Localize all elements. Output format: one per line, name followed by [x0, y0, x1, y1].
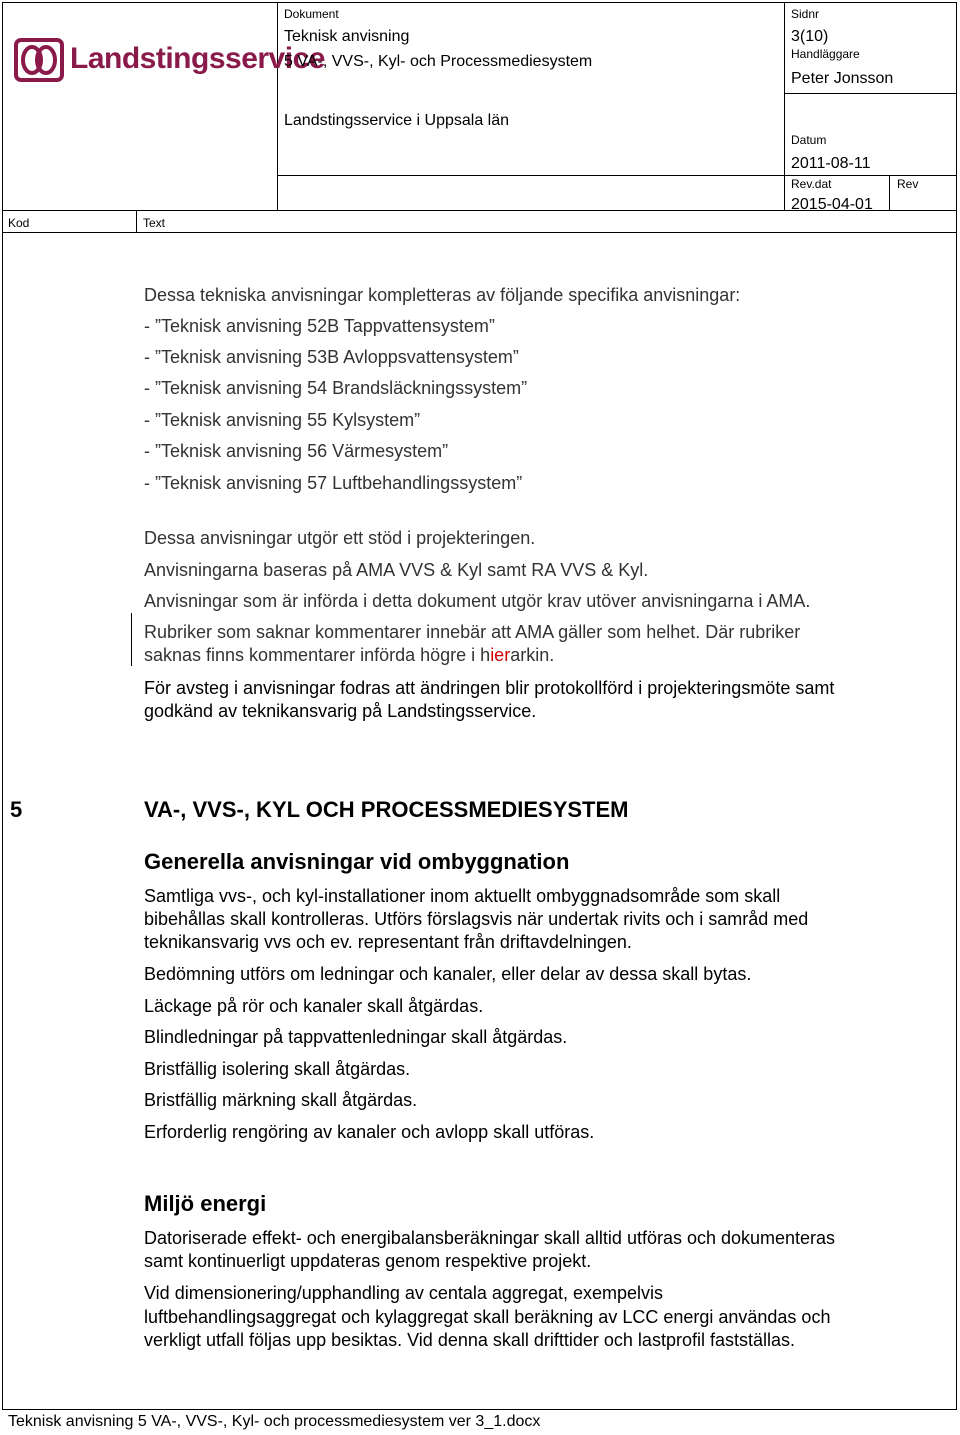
footer-filename: Teknisk anvisning 5 VA-, VVS-, Kyl- och processmediesystem ver 3_1.docx	[8, 1413, 541, 1430]
sidnr-value: 3(10)	[791, 28, 829, 45]
subsection-heading: Miljö energi	[144, 1191, 267, 1216]
section-item: Bedömning utförs om ledningar och kanaler, eller delar av dessa skall bytas.	[144, 964, 752, 984]
revdat-label: Rev.dat	[791, 177, 832, 191]
intro-paragraph: För avsteg i anvisningar fodras att ändringen blir protokollförd i projekteringsmöte samt	[144, 678, 835, 698]
datum-label: Datum	[791, 133, 827, 147]
intro-paragraph: godkänd av teknikansvarig på Landstingsservice.	[144, 701, 537, 721]
section-paragraph: verkligt utfall följas upp besiktas. Vid denna skall drifttider och lastprofil fastställas.	[144, 1330, 795, 1350]
section-title: VA-, VVS-, KYL OCH PROCESSMEDIESYSTEM	[144, 797, 629, 822]
logo-icon	[14, 36, 64, 84]
dokument-label: Dokument	[284, 7, 339, 21]
page-border-left	[2, 2, 3, 1410]
section-item: Erforderlig rengöring av kanaler och avlopp skall utföras.	[144, 1122, 595, 1142]
logo	[14, 36, 64, 89]
section-paragraph: teknikansvarig vvs och ev. representant från driftavdelningen.	[144, 932, 632, 952]
org-name: Landstingsservice i Uppsala län	[284, 112, 510, 129]
page-border-right	[956, 2, 957, 1410]
intro-paragraph: Anvisningarna baseras på AMA VVS & Kyl samt RA VVS & Kyl.	[144, 560, 649, 580]
intro-paragraph: Anvisningar som är införda i detta dokument utgör krav utöver anvisningarna i AMA.	[144, 591, 811, 611]
section-item: Bristfällig märkning skall åtgärdas.	[144, 1090, 418, 1110]
list-item: - ”Teknisk anvisning 55 Kylsystem”	[144, 410, 421, 430]
subsection-heading: Generella anvisningar vid ombyggnation	[144, 849, 570, 874]
header-divider-right	[784, 2, 785, 210]
revdat-value: 2015-04-01	[791, 196, 873, 213]
header-border-top	[2, 2, 957, 3]
handlaggare-label: Handläggare	[791, 47, 860, 61]
intro-lead: Dessa tekniska anvisningar kompletteras av följande specifika anvisningar:	[144, 285, 741, 305]
list-item: - ”Teknisk anvisning 57 Luftbehandlingssystem”	[144, 473, 523, 493]
section-item: Läckage på rör och kanaler skall åtgärdas.	[144, 996, 484, 1016]
intro-paragraph: Rubriker som saknar kommentarer innebär att AMA gäller som helhet. Där rubriker	[144, 622, 801, 642]
intro-paragraph: saknas finns kommentarer införda högre i hierarkin.	[144, 645, 555, 665]
kod-label: Kod	[8, 216, 30, 230]
list-item: - ”Teknisk anvisning 56 Värmesystem”	[144, 441, 449, 461]
section-item: Blindledningar på tappvattenledningar skall åtgärdas.	[144, 1027, 568, 1047]
handlaggare-value: Peter Jonsson	[791, 70, 894, 87]
dokument-title: Teknisk anvisning	[284, 28, 410, 45]
list-item: - ”Teknisk anvisning 53B Avloppsvattensystem”	[144, 347, 519, 367]
page-border-bottom	[2, 1409, 957, 1410]
section-number: 5	[10, 797, 23, 822]
section-paragraph: luftbehandlingsaggregat och kylaggregat skall beräkning av LCC energi användas och	[144, 1307, 831, 1327]
section-paragraph: samt kontinuerligt uppdateras genom respektive projekt.	[144, 1251, 592, 1271]
section-paragraph: Vid dimensionering/upphandling av centala aggregat, exempelvis	[144, 1283, 664, 1303]
rev-label: Rev	[897, 177, 919, 191]
change-bar	[131, 613, 132, 666]
list-item: - ”Teknisk anvisning 52B Tappvattensystem”	[144, 316, 495, 336]
list-item: - ”Teknisk anvisning 54 Brandsläckningssystem”	[144, 378, 528, 398]
sidnr-label: Sidnr	[791, 7, 820, 21]
header-divider-rev	[889, 175, 890, 210]
section-paragraph: Samtliga vvs-, och kyl-installationer inom aktuellt ombyggnadsområde som skall	[144, 886, 781, 906]
header-line-datum	[277, 175, 956, 176]
header-divider-kod	[136, 210, 137, 232]
datum-value: 2011-08-11	[791, 155, 871, 172]
header-divider-logo	[277, 2, 278, 210]
dokument-subtitle: 5 VA-, VVS-, Kyl- och Processmediesystem	[284, 53, 593, 70]
logo-text: Landstingsservice	[70, 42, 325, 75]
text-label: Text	[143, 216, 166, 230]
intro-paragraph: Dessa anvisningar utgör ett stöd i projekteringen.	[144, 528, 536, 548]
content-border-top	[2, 232, 957, 233]
header-line-handlaggare	[784, 93, 956, 94]
section-item: Bristfällig isolering skall åtgärdas.	[144, 1059, 411, 1079]
section-paragraph: bibehållas skall kontrolleras. Utförs förslagsvis när undertak rivits och i samråd med	[144, 909, 809, 929]
section-paragraph: Datoriserade effekt- och energibalansberäkningar skall alltid utföras och dokumenteras	[144, 1228, 836, 1248]
